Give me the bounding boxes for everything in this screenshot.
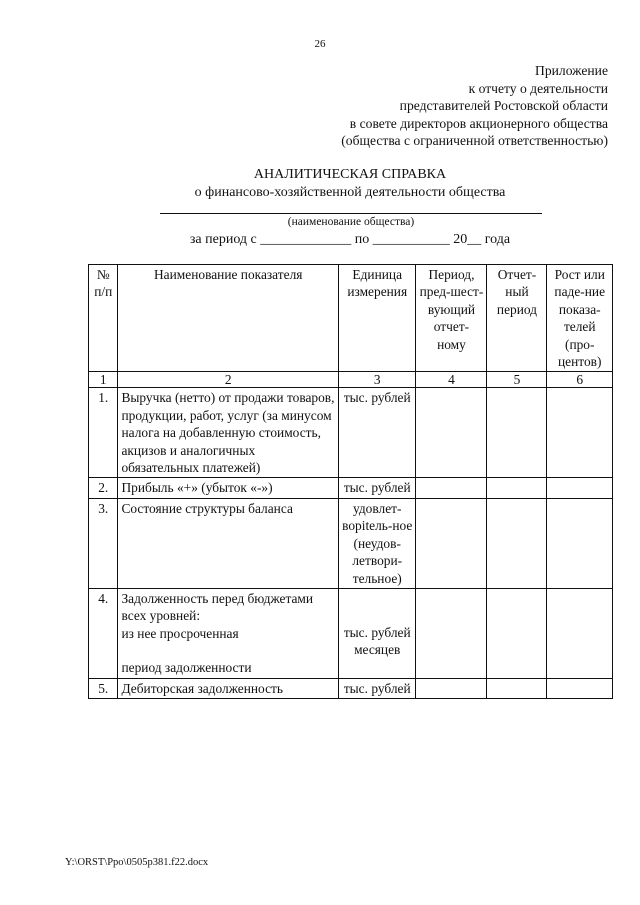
row-growth-value — [547, 678, 613, 698]
column-number-row — [89, 372, 613, 388]
row-number: 5. — [89, 678, 118, 698]
header-indicator-name: Наименование показателя — [118, 265, 339, 372]
table-row — [89, 678, 613, 698]
row-number: 1. — [89, 388, 118, 478]
table-row — [89, 498, 613, 588]
column-number: 1 — [89, 372, 118, 388]
row-growth-value — [547, 478, 613, 498]
header-reporting-period: Отчет-ный период — [487, 265, 547, 372]
row-number: 2. — [89, 478, 118, 498]
appendix-line: (общества с ограниченной ответственностью) — [341, 133, 608, 148]
row-unit: тыс. рублей — [338, 478, 416, 498]
row-indicator-name-overdue: из нее просроченная — [121, 625, 239, 641]
file-path-footer: Y:\ORST\Ppo\0505p381.f22.docx — [65, 857, 209, 868]
row-reporting-period-value — [487, 498, 547, 588]
header-unit: Единица измерения — [338, 265, 416, 372]
table-row — [89, 588, 613, 678]
row-indicator-name — [118, 588, 339, 678]
row-growth-value — [547, 498, 613, 588]
row-reporting-period-value — [487, 478, 547, 498]
row-unit — [338, 588, 416, 678]
row-growth-value — [547, 588, 613, 678]
header-growth: Рост или паде-ние показа-телей (про-центов) — [547, 265, 613, 372]
row-indicator-name-main: Задолженность перед бюджетами всех уровней: — [121, 590, 314, 624]
row-indicator-name: Прибыль «+» (убыток «-») — [118, 478, 339, 498]
page-number: 26 — [314, 38, 326, 50]
row-previous-period-value — [416, 588, 487, 678]
report-period-line: за период с _____________ по ___________ 20__ года — [189, 232, 511, 247]
row-indicator-name-period: период задолженности — [121, 660, 252, 676]
row-number: 4. — [89, 588, 118, 678]
document-title: АНАЛИТИЧЕСКАЯ СПРАВКА — [253, 167, 447, 182]
appendix-heading — [308, 62, 608, 150]
appendix-line: к отчету о деятельности — [468, 80, 608, 96]
row-reporting-period-value — [487, 388, 547, 478]
row-previous-period-value — [416, 478, 487, 498]
row-reporting-period-value — [487, 678, 547, 698]
column-number: 5 — [487, 372, 547, 388]
column-number: 4 — [416, 372, 487, 388]
appendix-line: в совете директоров акционерного общества — [349, 115, 608, 131]
appendix-line: представителей Ростовской области — [399, 98, 608, 113]
analytical-report-table — [88, 264, 613, 699]
table-header-row — [89, 265, 613, 372]
row-unit: тыс. рублей — [338, 678, 416, 698]
document-subtitle: о финансово-хозяйственной деятельности общества — [194, 185, 506, 200]
row-previous-period-value — [416, 678, 487, 698]
row-previous-period-value — [416, 498, 487, 588]
company-name-blank-line — [160, 213, 542, 214]
row-indicator-name: Выручка (нетто) от продажи товаров, продукции, работ, услуг (за минусом налога на добавленную стоимость, акцизов и аналогичных обязательных платежей) — [118, 388, 339, 478]
column-number: 3 — [338, 372, 416, 388]
table-row — [89, 388, 613, 478]
company-name-caption: (наименование общества) — [287, 216, 415, 228]
row-previous-period-value — [416, 388, 487, 478]
header-number: № п/п — [89, 265, 118, 372]
row-unit-overdue: тыс. рублей — [343, 624, 411, 640]
appendix-line: Приложение — [535, 63, 608, 78]
row-indicator-name: Состояние структуры баланса — [118, 498, 339, 588]
row-indicator-name: Дебиторская задолженность — [118, 678, 339, 698]
column-number: 2 — [118, 372, 339, 388]
row-reporting-period-value — [487, 588, 547, 678]
row-unit: тыс. рублей — [338, 388, 416, 478]
row-growth-value — [547, 388, 613, 478]
header-previous-period: Период, пред-шест-вующий отчет-ному — [416, 265, 487, 372]
column-number: 6 — [547, 372, 613, 388]
row-number: 3. — [89, 498, 118, 588]
row-unit-period: месяцев — [354, 642, 401, 658]
table-row — [89, 478, 613, 498]
row-unit: удовлет-ворitель-ное (неудов-летвори-тельное) — [338, 498, 416, 588]
